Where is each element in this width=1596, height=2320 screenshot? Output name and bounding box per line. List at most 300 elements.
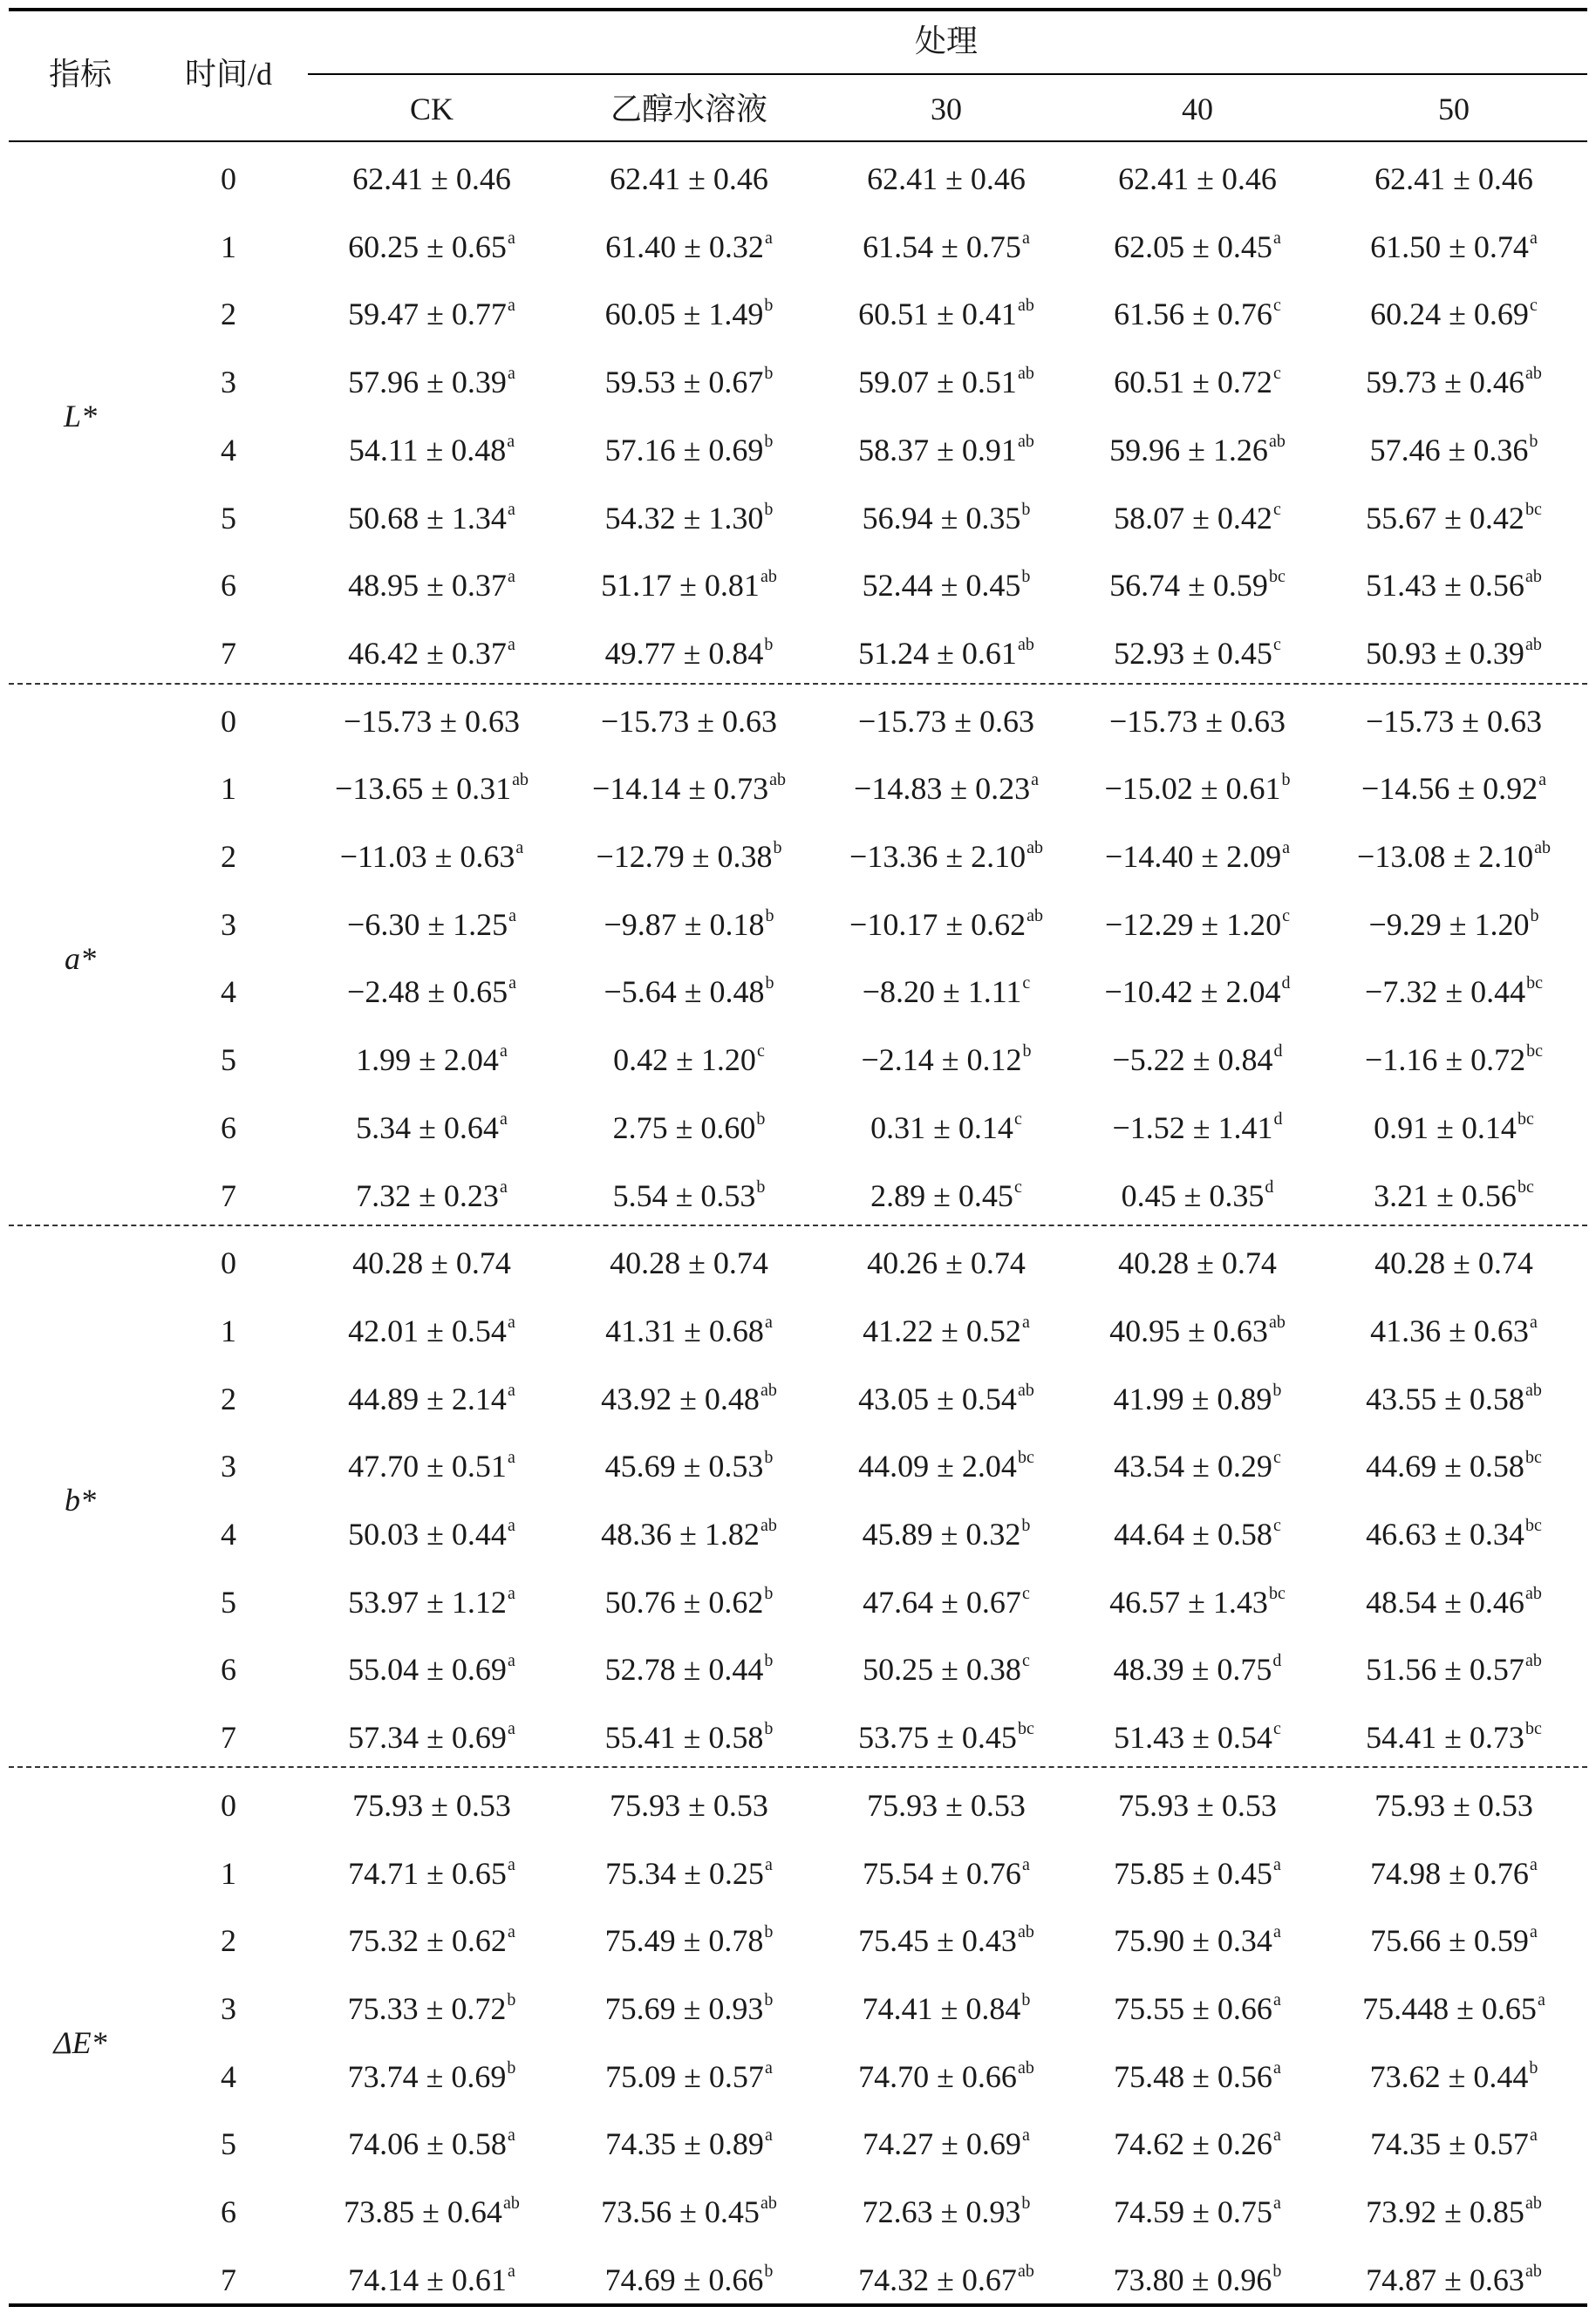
value-cell <box>1361 770 1546 807</box>
value-text: 59.96 ± 1.26 <box>1109 432 1268 467</box>
value-cell <box>601 567 777 604</box>
value-text: 57.16 ± 0.69 <box>604 432 764 467</box>
value-cell <box>1366 2261 1542 2297</box>
value-text: 59.07 ± 0.51 <box>858 365 1017 400</box>
value-text: 50.76 ± 0.62 <box>604 1584 764 1620</box>
value-cell <box>344 2196 520 2228</box>
significance-letter: b <box>765 973 774 993</box>
value-cell <box>858 431 1034 467</box>
significance-letter: a <box>515 838 524 857</box>
significance-letter: a <box>507 1651 515 1671</box>
value-text: 75.93 ± 0.53 <box>1374 1787 1533 1823</box>
value-cell <box>1104 973 1291 1010</box>
significance-letter: a <box>507 1922 515 1942</box>
value-text: −15.73 ± 0.63 <box>1108 703 1286 739</box>
value-text: 48.39 ± 0.75 <box>1113 1652 1272 1688</box>
significance-letter: ab <box>1268 431 1286 451</box>
value-text: 75.93 ± 0.53 <box>867 1787 1026 1823</box>
value-text: −9.29 ± 1.20 <box>1368 906 1530 942</box>
significance-letter: ab <box>1524 364 1542 384</box>
value-cell <box>1370 1854 1538 1891</box>
significance-letter: a <box>1272 2194 1281 2213</box>
significance-letter: a <box>507 634 515 654</box>
value-cell <box>1105 838 1290 874</box>
value-cell <box>348 366 515 398</box>
value-text: 75.34 ± 0.25 <box>605 1855 764 1891</box>
value-cell <box>863 228 1030 264</box>
value-cell <box>858 298 1034 330</box>
value-cell <box>604 1583 774 1620</box>
value-cell <box>596 838 782 874</box>
value-text: 57.46 ± 0.36 <box>1369 432 1529 467</box>
value-text: 44.89 ± 2.14 <box>348 1381 507 1416</box>
value-cell <box>862 973 1031 1010</box>
value-text: 45.69 ± 0.53 <box>604 1449 764 1484</box>
value-text: −12.79 ± 0.38 <box>596 839 773 874</box>
significance-letter: a <box>1272 1989 1281 2010</box>
value-cell <box>858 2261 1034 2297</box>
value-text: −12.29 ± 1.20 <box>1105 906 1282 942</box>
time-cell: 7 <box>221 1177 236 1213</box>
value-cell <box>1114 228 1281 264</box>
value-text: 75.33 ± 0.72 <box>347 1990 507 2026</box>
value-text: 74.32 ± 0.67 <box>858 2262 1017 2297</box>
value-cell <box>858 1922 1034 1959</box>
significance-letter: ab <box>1017 364 1034 384</box>
value-cell <box>601 1380 777 1416</box>
value-cell <box>1118 1247 1277 1279</box>
value-cell <box>335 770 529 807</box>
value-cell <box>1366 499 1542 536</box>
value-cell <box>347 905 516 942</box>
value-cell <box>867 163 1026 194</box>
value-text: 74.69 ± 0.66 <box>604 2262 764 2297</box>
time-cell: 3 <box>221 365 236 400</box>
treatment-rule <box>308 73 1587 75</box>
significance-letter: b <box>764 1448 774 1468</box>
significance-letter: c <box>1272 499 1281 519</box>
value-cell <box>1357 838 1551 874</box>
value-cell <box>1366 366 1542 398</box>
value-cell <box>862 567 1031 604</box>
significance-letter: ab <box>760 567 777 587</box>
significance-letter: b <box>1021 567 1031 587</box>
value-text: 44.69 ± 0.58 <box>1366 1449 1524 1484</box>
group-divider <box>9 1225 1587 1226</box>
significance-letter: ab <box>1534 838 1551 857</box>
value-cell <box>1118 1787 1277 1823</box>
significance-letter: bc <box>1517 1177 1534 1197</box>
value-cell <box>348 634 515 671</box>
value-text: −14.14 ± 0.73 <box>592 771 769 807</box>
value-text: 75.48 ± 0.56 <box>1114 2058 1272 2094</box>
significance-letter: d <box>1281 973 1291 993</box>
value-cell <box>348 298 515 330</box>
value-cell <box>1369 2057 1538 2094</box>
value-text: −14.56 ± 0.92 <box>1361 771 1538 807</box>
value-text: 73.74 ± 0.69 <box>347 2058 507 2094</box>
significance-letter: b <box>1021 1516 1031 1535</box>
significance-letter: a <box>507 1854 515 1874</box>
time-cell: 1 <box>221 1855 236 1891</box>
value-text: 75.69 ± 0.93 <box>604 1990 764 2026</box>
value-text: 61.56 ± 0.76 <box>1114 297 1272 332</box>
significance-letter: a <box>507 296 515 316</box>
value-cell <box>863 2196 1031 2228</box>
significance-letter: a <box>507 364 515 384</box>
value-text: 74.59 ± 0.75 <box>1114 2194 1272 2229</box>
significance-letter: ab <box>1017 296 1034 316</box>
significance-letter: bc <box>1017 1448 1034 1468</box>
value-text: 62.05 ± 0.45 <box>1114 229 1272 264</box>
significance-letter: a <box>1538 770 1546 790</box>
value-text: −10.42 ± 2.04 <box>1104 974 1281 1010</box>
value-cell <box>1366 1380 1542 1416</box>
significance-letter: a <box>507 228 515 248</box>
value-text: 73.85 ± 0.64 <box>344 2194 502 2229</box>
significance-letter: a <box>507 1516 515 1535</box>
value-text: 61.54 ± 0.75 <box>863 229 1021 264</box>
significance-letter: c <box>1022 973 1031 993</box>
value-text: 60.51 ± 0.72 <box>1114 365 1272 400</box>
header-col-30: 30 <box>931 92 962 126</box>
value-text: 73.80 ± 0.96 <box>1113 2262 1272 2297</box>
value-text: 5.34 ± 0.64 <box>356 1109 499 1145</box>
value-text: 43.55 ± 0.58 <box>1366 1381 1524 1416</box>
significance-letter: a <box>1272 1922 1281 1942</box>
value-text: 57.34 ± 0.69 <box>348 1720 507 1756</box>
time-cell: 0 <box>221 703 236 739</box>
value-text: −5.64 ± 0.48 <box>604 974 765 1010</box>
value-text: 40.28 ± 0.74 <box>1118 1245 1277 1281</box>
value-cell <box>1365 973 1543 1010</box>
header-col-40: 40 <box>1182 92 1213 126</box>
significance-letter: b <box>764 364 774 384</box>
value-text: 55.67 ± 0.42 <box>1366 500 1524 536</box>
value-cell <box>1374 1787 1533 1823</box>
significance-letter: a <box>499 1041 508 1061</box>
value-cell <box>605 2128 773 2160</box>
value-text: 74.70 ± 0.66 <box>858 2058 1017 2094</box>
value-text: 55.04 ± 0.69 <box>348 1652 507 1688</box>
value-text: 41.31 ± 0.68 <box>605 1313 764 1348</box>
value-text: 75.66 ± 0.59 <box>1370 1923 1529 1959</box>
value-text: 41.36 ± 0.63 <box>1370 1313 1529 1348</box>
significance-letter: ab <box>1017 634 1034 654</box>
value-text: 43.05 ± 0.54 <box>858 1381 1017 1416</box>
significance-letter: a <box>507 1583 515 1603</box>
significance-letter: b <box>507 2057 516 2078</box>
value-cell <box>858 1719 1034 1756</box>
significance-letter: a <box>507 1448 515 1468</box>
header-indicator: 指标 <box>48 57 113 92</box>
value-cell <box>863 1312 1030 1348</box>
value-cell <box>604 1922 774 1959</box>
significance-letter: ab <box>760 1516 777 1535</box>
time-cell: 0 <box>221 1787 236 1823</box>
value-text: 74.27 ± 0.69 <box>863 2126 1021 2162</box>
significance-letter: b <box>764 1989 774 2010</box>
significance-letter: a <box>507 2261 515 2281</box>
value-cell <box>610 1247 768 1279</box>
value-cell <box>604 634 774 671</box>
value-cell <box>867 1787 1026 1823</box>
time-cell: 6 <box>221 1652 236 1688</box>
value-cell <box>861 1041 1032 1078</box>
significance-letter: a <box>1021 228 1030 248</box>
time-cell: 1 <box>221 771 236 807</box>
value-text: 0.45 ± 0.35 <box>1121 1177 1265 1213</box>
value-text: 72.63 ± 0.93 <box>862 2194 1021 2229</box>
value-text: 75.09 ± 0.57 <box>605 2058 764 2094</box>
value-text: −1.16 ± 0.72 <box>1365 1042 1526 1078</box>
time-cell: 7 <box>221 635 236 671</box>
value-cell <box>1105 905 1290 942</box>
value-cell <box>1109 431 1286 467</box>
value-cell <box>352 1787 511 1823</box>
value-cell <box>1118 163 1277 194</box>
value-text: 40.28 ± 0.74 <box>1374 1245 1533 1281</box>
value-cell <box>1114 1518 1281 1550</box>
significance-letter: a <box>1031 770 1039 790</box>
value-text: −15.73 ± 0.63 <box>600 703 778 739</box>
value-cell <box>863 1583 1030 1620</box>
header-col-ck: CK <box>409 92 454 126</box>
significance-letter: bc <box>1526 1041 1543 1061</box>
value-cell <box>858 2057 1034 2094</box>
significance-letter: b <box>1281 770 1291 790</box>
significance-letter: b <box>764 1922 774 1942</box>
significance-letter: bc <box>1524 1516 1542 1535</box>
significance-letter: b <box>764 431 774 451</box>
significance-letter: a <box>508 905 516 925</box>
value-text: 40.26 ± 0.74 <box>867 1245 1026 1281</box>
significance-letter: b <box>764 1719 774 1739</box>
value-cell <box>605 1450 774 1482</box>
significance-letter: d <box>1273 1109 1283 1129</box>
value-text: 53.75 ± 0.45 <box>858 1720 1017 1756</box>
significance-letter: a <box>1282 838 1290 857</box>
value-text: 51.43 ± 0.56 <box>1366 568 1524 604</box>
significance-letter: c <box>1272 1516 1281 1535</box>
value-text: 62.41 ± 0.46 <box>1374 161 1533 196</box>
value-cell <box>348 1312 515 1348</box>
significance-letter: ab <box>1524 2194 1542 2213</box>
significance-letter: c <box>1013 1177 1022 1197</box>
value-text: 0.42 ± 1.20 <box>613 1042 756 1078</box>
value-cell <box>348 1583 515 1620</box>
group-divider <box>9 683 1587 685</box>
value-cell <box>1370 1312 1538 1348</box>
value-cell <box>348 431 515 467</box>
value-text: 50.03 ± 0.44 <box>348 1517 507 1552</box>
value-cell <box>1121 1177 1274 1213</box>
value-text: −13.65 ± 0.31 <box>335 771 512 807</box>
significance-letter: ab <box>1017 2261 1034 2281</box>
data-table <box>9 0 1587 2320</box>
value-text: 74.35 ± 0.89 <box>605 2126 764 2162</box>
significance-letter: b <box>773 838 782 857</box>
significance-letter: a <box>1272 1854 1281 1874</box>
significance-letter: a <box>764 2126 773 2146</box>
significance-letter: b <box>1272 1380 1282 1400</box>
value-cell <box>347 2057 516 2094</box>
value-cell <box>858 634 1034 671</box>
significance-letter: b <box>764 2261 774 2281</box>
value-cell <box>348 1450 515 1482</box>
value-text: 0.91 ± 0.14 <box>1374 1109 1517 1145</box>
significance-letter: a <box>1272 2126 1281 2146</box>
significance-letter: a <box>1537 1989 1545 2010</box>
significance-letter: d <box>1265 1177 1274 1197</box>
significance-letter: ab <box>1524 1583 1542 1603</box>
value-text: −14.83 ± 0.23 <box>854 771 1031 807</box>
significance-letter: b <box>764 499 774 519</box>
value-text: 53.97 ± 1.12 <box>348 1584 507 1620</box>
value-text: 5.54 ± 0.53 <box>612 1177 756 1213</box>
significance-letter: a <box>1272 2057 1281 2078</box>
value-cell <box>343 703 521 739</box>
value-cell <box>1114 634 1281 671</box>
value-cell <box>356 1041 508 1078</box>
value-cell <box>612 1109 766 1145</box>
significance-letter: d <box>1272 1651 1282 1671</box>
value-cell <box>604 973 774 1010</box>
significance-letter: ab <box>1026 905 1043 925</box>
value-cell <box>1369 431 1538 467</box>
time-cell: 5 <box>221 2126 236 2162</box>
significance-letter: bc <box>1526 973 1543 993</box>
value-text: 50.93 ± 0.39 <box>1366 635 1524 671</box>
value-text: −15.73 ± 0.63 <box>1365 703 1543 739</box>
value-cell <box>612 1177 766 1213</box>
value-cell <box>1114 366 1281 398</box>
value-cell <box>1365 703 1543 739</box>
value-cell <box>347 1989 516 2026</box>
value-cell <box>849 905 1043 942</box>
value-text: 75.448 ± 0.65 <box>1362 1990 1537 2026</box>
value-text: 51.17 ± 0.81 <box>601 568 760 604</box>
value-text: 52.78 ± 0.44 <box>604 1652 764 1688</box>
value-cell <box>348 567 515 604</box>
time-cell: 6 <box>221 568 236 604</box>
time-cell: 7 <box>221 2262 236 2297</box>
value-text: 49.77 ± 0.84 <box>604 635 764 671</box>
significance-letter: ab <box>1017 431 1034 451</box>
value-text: 75.93 ± 0.53 <box>352 1787 511 1823</box>
value-text: 43.92 ± 0.48 <box>601 1381 760 1416</box>
time-cell: 3 <box>221 1990 236 2026</box>
significance-letter: c <box>1021 1583 1030 1603</box>
significance-letter: a <box>1021 2126 1030 2146</box>
value-text: 51.43 ± 0.54 <box>1114 1720 1272 1756</box>
value-cell <box>347 973 516 1010</box>
value-cell <box>854 770 1039 807</box>
significance-letter: c <box>1272 1719 1281 1739</box>
time-cell: 2 <box>221 839 236 874</box>
significance-letter: a <box>507 499 515 519</box>
value-cell <box>610 1787 768 1823</box>
time-cell: 5 <box>221 500 236 536</box>
significance-letter: b <box>1021 1989 1031 2010</box>
value-text: 73.92 ± 0.85 <box>1366 2194 1524 2229</box>
group-divider <box>9 1766 1587 1768</box>
value-cell <box>601 1518 777 1550</box>
value-text: 40.28 ± 0.74 <box>610 1245 768 1281</box>
value-cell <box>858 1380 1034 1416</box>
significance-letter: c <box>1272 296 1281 316</box>
significance-letter: ab <box>1026 838 1043 857</box>
value-text: 75.45 ± 0.43 <box>858 1923 1017 1959</box>
value-cell <box>352 1247 511 1279</box>
value-text: 41.99 ± 0.89 <box>1113 1381 1272 1416</box>
significance-letter: b <box>765 905 774 925</box>
indicator-label: L* <box>63 398 98 433</box>
significance-letter: a <box>507 1719 515 1739</box>
value-cell <box>1374 1177 1534 1213</box>
value-cell <box>1368 905 1539 942</box>
value-cell <box>1366 1518 1542 1550</box>
value-cell <box>601 2196 777 2228</box>
time-cell: 4 <box>221 1517 236 1552</box>
value-text: 75.55 ± 0.66 <box>1114 1990 1272 2026</box>
value-text: 58.07 ± 0.42 <box>1114 500 1272 536</box>
significance-letter: b <box>1529 2057 1538 2078</box>
significance-letter: a <box>1529 2126 1538 2146</box>
value-text: 40.28 ± 0.74 <box>352 1245 511 1281</box>
value-text: −13.36 ± 2.10 <box>849 839 1026 874</box>
value-text: 54.11 ± 0.48 <box>348 432 507 467</box>
value-cell <box>1109 567 1286 604</box>
time-cell: 7 <box>221 1720 236 1756</box>
significance-letter: b <box>764 296 774 316</box>
significance-letter: ab <box>512 770 529 790</box>
significance-letter: ab <box>1017 2057 1034 2078</box>
value-text: −14.40 ± 2.09 <box>1105 839 1282 874</box>
significance-letter: ab <box>1268 1312 1286 1332</box>
value-cell <box>604 1989 774 2026</box>
value-text: 2.75 ± 0.60 <box>612 1109 756 1145</box>
time-cell: 2 <box>221 1923 236 1959</box>
significance-letter: ab <box>1524 567 1542 587</box>
value-cell <box>858 1450 1034 1482</box>
value-cell <box>348 2261 515 2297</box>
value-text: 7.32 ± 0.23 <box>356 1177 499 1213</box>
time-cell: 4 <box>221 974 236 1010</box>
significance-letter: ab <box>1524 1651 1542 1671</box>
value-cell <box>348 1380 515 1416</box>
header-col-50: 50 <box>1438 92 1470 126</box>
significance-letter: bc <box>1524 1719 1542 1739</box>
header-time: 时间/d <box>184 57 273 92</box>
value-cell <box>1114 1450 1281 1482</box>
time-cell: 3 <box>221 906 236 942</box>
value-text: 2.89 ± 0.45 <box>870 1177 1013 1213</box>
significance-letter: b <box>1021 2194 1031 2213</box>
value-cell <box>356 1177 508 1213</box>
value-text: 56.94 ± 0.35 <box>862 500 1021 536</box>
time-cell: 0 <box>221 1245 236 1281</box>
value-text: 44.09 ± 2.04 <box>858 1449 1017 1484</box>
indicator-label: b* <box>65 1483 96 1518</box>
value-cell <box>348 499 515 536</box>
value-text: 42.01 ± 0.54 <box>348 1313 507 1348</box>
value-text: 45.89 ± 0.32 <box>862 1517 1021 1552</box>
value-text: 48.36 ± 1.82 <box>601 1517 760 1552</box>
value-cell <box>348 1719 515 1756</box>
significance-letter: b <box>1272 2261 1282 2281</box>
value-cell <box>1370 298 1538 330</box>
